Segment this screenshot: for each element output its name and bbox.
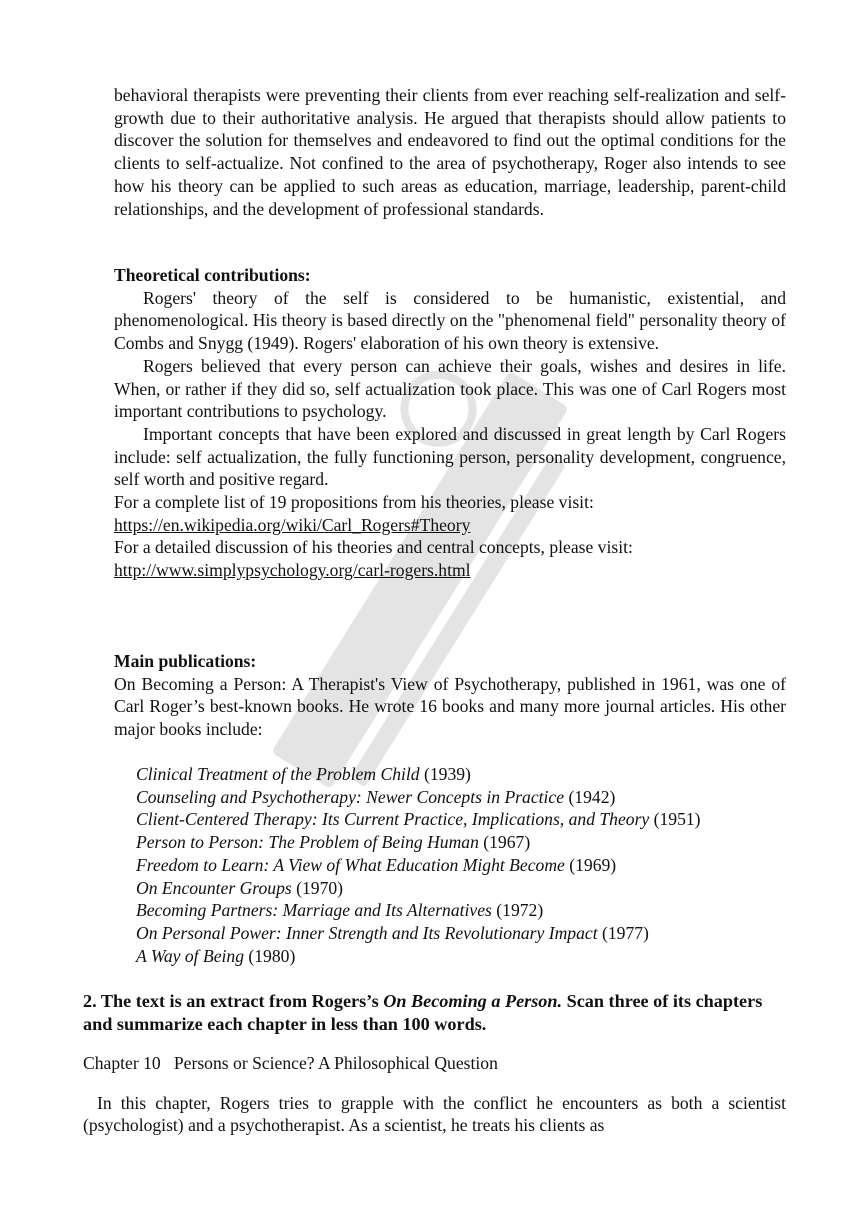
propositions-link[interactable]: https://en.wikipedia.org/wiki/Carl_Rogers#Theory [114,514,471,535]
book-year: (1980) [244,945,296,966]
book-title: Becoming Partners: Marriage and Its Alternatives [136,900,492,921]
question-suffix: Scan three of its chapters and summarize each chapter in less than 100 words. [83,991,763,1034]
discussion-link[interactable]: http://www.simplypsychology.org/carl-rogers.html [114,560,471,581]
intro-paragraph: behavioral therapists were preventing their clients from ever reaching self-realization and self-growth due to their authoritative analysis. He argued that therapists should allow patients to discover the solution for themselves and endeavored to find out the optimal conditions for the clients to self-actualize. Not confined to the area of psychotherapy, Roger also intends to see how his theory can be applied to such areas as education, marriage, leadership, parent-child relationships, and the development of professional standards. [114,85,786,219]
book-year: (1977) [597,922,649,943]
question-book-title: On Becoming a Person. [383,991,563,1011]
book-year: (1969) [564,854,617,875]
book-list [136,763,786,967]
discussion-text: For a detailed discussion of his theories and central concepts, please visit: [114,537,633,558]
book-year: (1939) [419,764,471,784]
book-year: (1970) [291,877,344,898]
book-title: A Way of Being [136,945,244,966]
theoretical-section [114,264,786,582]
book-title: Clinical Treatment of the Problem Child [136,764,420,784]
book-list-item [136,763,786,786]
book-year: (1951) [649,809,701,830]
book-year: (1942) [564,786,616,807]
chapter-section [83,1052,786,1137]
book-title: On Encounter Groups [136,877,292,898]
theoretical-heading: Theoretical contributions: [114,265,311,285]
book-title: Counseling and Psychotherapy: Newer Concepts in Practice [136,786,565,807]
book-title: Freedom to Learn: A View of What Education Might Become [136,854,565,875]
book-list-item [136,808,786,831]
theoretical-paragraph-1: Rogers' theory of the self is considered to be humanistic, existential, and phenomenological. His theory is based directly on the "phenomenal field" personality theory of Combs and Snygg (1949). Rogers' elaboration of his own theory is extensive. [114,287,786,354]
book-title: Client-Centered Therapy: Its Current Practice, Implications, and Theory [136,809,650,830]
book-list-item [136,854,786,877]
question-prefix: 2. The text is an extract from Rogers’s [83,991,384,1011]
book-list-item [136,899,786,922]
propositions-text: For a complete list of 19 propositions from his theories, please visit: [114,492,594,513]
book-title: Person to Person: The Problem of Being Human [136,832,479,853]
publications-section [114,650,786,741]
book-year: (1967) [478,832,531,853]
question-heading [83,990,786,1035]
book-year: (1972) [491,900,544,921]
theoretical-paragraph-2: Rogers believed that every person can achieve their goals, wishes and desires in life. When, or rather if they did so, self actualization took place. This was one of Carl Rogers most important contributions to psychology. [114,355,786,422]
publications-heading: Main publications: [114,651,257,671]
chapter-title: Chapter 10 Persons or Science? A Philosophical Question [83,1053,498,1073]
book-list-item [136,877,786,900]
theoretical-paragraph-3: Important concepts that have been explored and discussed in great length by Carl Rogers include: self actualization, the fully functioning person, personality development, congruence, self worth and positive regard. [114,423,786,490]
publications-paragraph: On Becoming a Person: A Therapist's View of Psychotherapy, published in 1961, was one of Carl Roger’s best-known books. He wrote 16 books and many more journal articles. His other major books include: [114,673,786,740]
book-list-item [136,922,786,945]
book-title: On Personal Power: Inner Strength and Its Revolutionary Impact [136,922,598,943]
book-list-item [136,945,786,968]
book-list-item [136,831,786,854]
book-list-item [136,786,786,809]
intro-section [114,84,786,220]
chapter-paragraph: In this chapter, Rogers tries to grapple with the conflict he encounters as both a scientist (psychologist) and a psychotherapist. As a scientist, he treats his clients as [83,1092,786,1136]
